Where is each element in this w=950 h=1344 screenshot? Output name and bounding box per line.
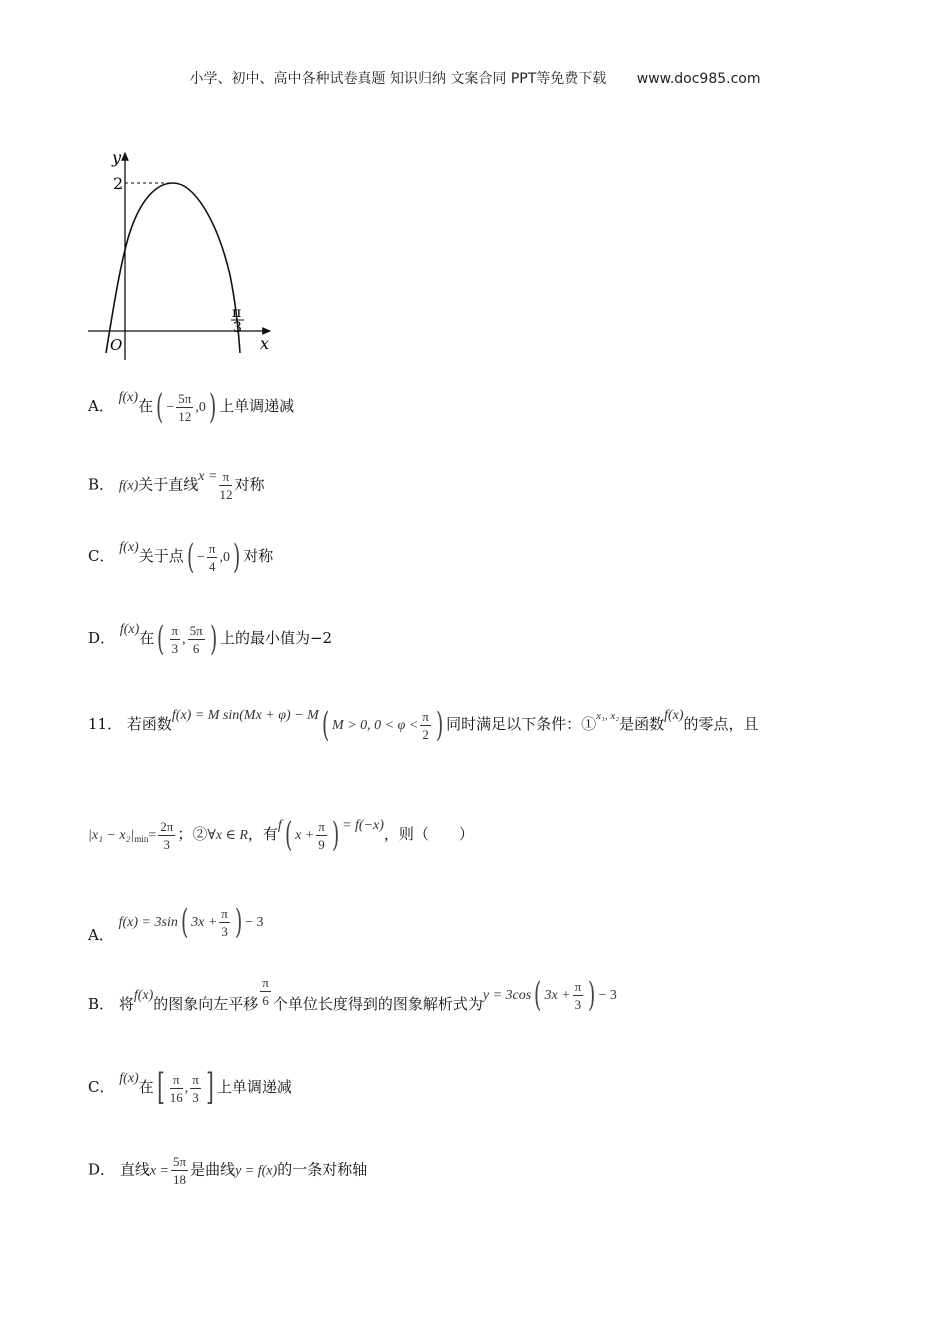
fraction-num: 5π	[173, 1154, 187, 1169]
fraction	[260, 976, 271, 1007]
math-rhs: = f(−x)	[342, 818, 384, 833]
math-forall: ∀x ∈ R	[207, 828, 248, 843]
stem-text: 的零点，且	[683, 715, 759, 733]
fraction	[316, 820, 327, 851]
fraction	[170, 624, 181, 655]
math-inner: x +	[295, 828, 315, 843]
q10-option-b[interactable]	[88, 470, 264, 501]
option-text: 的图象向左平移	[153, 995, 259, 1013]
right-paren: )	[331, 815, 340, 855]
option-letter: B．	[88, 995, 115, 1013]
option-text: 对称	[234, 475, 265, 494]
header-site-text: 小学、初中、高中各种试卷真题 知识归纳 文案合同 PPT等免费下载	[189, 71, 607, 87]
function-graph	[82, 145, 282, 365]
math-tail: − 3	[598, 988, 617, 1003]
y-axis-label: y	[112, 148, 122, 167]
fraction-den: 9	[318, 836, 325, 852]
option-text: 上的最小值为−2	[219, 629, 333, 647]
math-minus: −	[196, 550, 205, 565]
option-text: 关于直线	[138, 475, 199, 494]
right-paren: )	[209, 619, 217, 659]
fraction	[219, 907, 230, 938]
math-comma: ,	[182, 632, 186, 647]
fraction-den: 4	[208, 558, 216, 574]
option-text: 在	[138, 1078, 154, 1096]
fraction-den: 6	[192, 640, 200, 656]
option-text: 的一条对称轴	[277, 1160, 368, 1179]
option-letter: D．	[88, 1160, 116, 1179]
x-axis-label: x	[260, 334, 270, 353]
math-f: f(x)	[119, 1071, 139, 1086]
fraction-num: π	[192, 1071, 199, 1087]
fraction-den: 3	[171, 640, 179, 656]
fraction-num: π	[221, 905, 228, 921]
q11-option-d[interactable]	[88, 1155, 367, 1186]
option-text: 在	[139, 629, 155, 647]
math-inner: 3x +	[191, 915, 218, 930]
option-text: 上单调递减	[219, 397, 295, 415]
math-f: f(x)	[119, 622, 140, 637]
fraction-num: π	[208, 540, 216, 556]
math-x-eq: x =	[149, 1163, 169, 1179]
right-paren: )	[208, 387, 217, 427]
math-tail: ,0	[195, 400, 206, 415]
fraction	[190, 1073, 201, 1104]
stem-text: 同时满足以下条件：①	[446, 715, 597, 733]
y-tick-label: 2	[113, 174, 124, 193]
math-f: f(x)	[119, 540, 139, 555]
question-number: 11．	[88, 715, 123, 733]
fraction	[188, 624, 205, 655]
fraction-den: 3	[163, 836, 171, 852]
option-letter: B．	[88, 475, 115, 494]
q10-option-d[interactable]	[88, 619, 333, 659]
math-condition: M > 0, 0 < φ <	[332, 718, 419, 733]
stem-text: ；②	[177, 825, 208, 843]
math-f: f	[277, 818, 282, 833]
fraction	[171, 1155, 188, 1186]
fraction-num: π	[219, 470, 232, 486]
fraction-num: π	[422, 708, 429, 724]
option-text: 在	[138, 397, 154, 415]
math-curve: y = f(x)	[235, 1163, 278, 1179]
option-text: 个单位长度得到的图象解析式为	[272, 995, 483, 1013]
fraction-den: 16	[169, 1089, 183, 1105]
fraction	[420, 710, 431, 741]
fraction-num: π	[170, 1073, 183, 1089]
math-tail: − 3	[245, 915, 264, 930]
math-f: f(x)	[118, 390, 139, 405]
left-paren: (	[186, 537, 194, 577]
option-letter: C．	[88, 547, 115, 565]
fraction	[573, 980, 584, 1011]
option-text: 上单调递减	[216, 1078, 292, 1096]
origin-label: O	[110, 336, 123, 354]
q10-option-c[interactable]	[88, 537, 274, 577]
math-f: f(x)	[118, 478, 139, 494]
left-bracket: [	[156, 1067, 165, 1108]
fraction-den: 3	[192, 1089, 199, 1105]
q11-option-a[interactable]	[88, 902, 264, 944]
header-url[interactable]: www.doc985.com	[636, 71, 761, 87]
math-tail: ,0	[219, 550, 230, 565]
left-paren: (	[534, 975, 542, 1015]
math-abs-diff: |x₁ − x₂|	[88, 828, 135, 843]
math-f: f(x)	[664, 708, 684, 723]
fraction-den: 3	[221, 923, 228, 939]
option-letter: A．	[88, 397, 114, 415]
option-text: 直线	[119, 1160, 150, 1179]
fraction-den: 3	[574, 996, 582, 1012]
q11-stem-line2	[88, 815, 474, 855]
fraction-num: π	[262, 974, 269, 990]
stem-text: 是函数	[619, 715, 665, 733]
left-paren: (	[157, 619, 165, 659]
fraction	[219, 470, 232, 501]
right-paren: )	[232, 537, 241, 577]
right-paren: )	[588, 975, 596, 1015]
math-function: f(x) = M sin(Mx + φ) − M	[171, 708, 319, 723]
stem-text: ，有	[247, 825, 278, 843]
fraction	[158, 820, 175, 851]
math-comma: ,	[184, 1081, 189, 1096]
math-x-eq: x =	[198, 468, 218, 484]
q11-stem-line1	[88, 705, 759, 745]
left-paren: (	[180, 902, 189, 942]
math-inner: 3x +	[544, 988, 571, 1003]
right-bracket: ]	[206, 1067, 214, 1108]
option-text: 关于点	[138, 547, 184, 565]
q11-option-c[interactable]	[88, 1067, 292, 1108]
option-text: 将	[118, 995, 134, 1013]
option-letter: D．	[88, 629, 116, 647]
math-zeros: x₁, x₂	[596, 710, 620, 722]
q11-option-b[interactable]	[88, 974, 617, 1022]
fraction	[176, 392, 193, 423]
fraction	[170, 1073, 183, 1104]
fraction	[207, 542, 218, 573]
sine-curve	[106, 183, 240, 353]
x-tick-num: π	[232, 305, 242, 321]
fraction-den: 2	[422, 726, 429, 742]
math-expr: f(x) = 3sin	[118, 915, 178, 930]
fraction-den: 12	[178, 408, 192, 424]
stem-text: 若函数	[126, 715, 172, 733]
left-paren: (	[321, 705, 330, 745]
stem-text: ，则（ ）	[383, 825, 474, 843]
left-paren: (	[284, 815, 293, 855]
math-f: f(x)	[133, 988, 154, 1003]
fraction-den: 6	[262, 992, 269, 1008]
left-paren: (	[156, 387, 164, 427]
q10-option-a[interactable]	[88, 387, 295, 427]
option-letter: C．	[88, 1078, 115, 1096]
fraction-num: π	[574, 978, 582, 994]
fraction-den: 18	[173, 1172, 187, 1187]
option-text: 是曲线	[190, 1160, 236, 1179]
right-paren: )	[234, 902, 243, 942]
x-tick-den: 3	[233, 320, 242, 336]
math-minus: −	[166, 400, 175, 415]
math-min-sub: min	[134, 834, 149, 844]
fraction-num: π	[171, 622, 179, 638]
fraction-num: 5π	[189, 622, 203, 638]
right-paren: )	[435, 705, 444, 745]
option-letter: A．	[88, 926, 114, 944]
fraction-num: 5π	[178, 390, 192, 406]
fraction-den: 12	[219, 487, 233, 502]
page-header	[0, 68, 950, 88]
option-text: 对称	[243, 547, 274, 565]
math-eq: =	[148, 828, 157, 843]
fraction-num: 2π	[160, 818, 174, 834]
math-expr: y = 3cos	[482, 988, 532, 1003]
fraction-num: π	[318, 818, 325, 834]
